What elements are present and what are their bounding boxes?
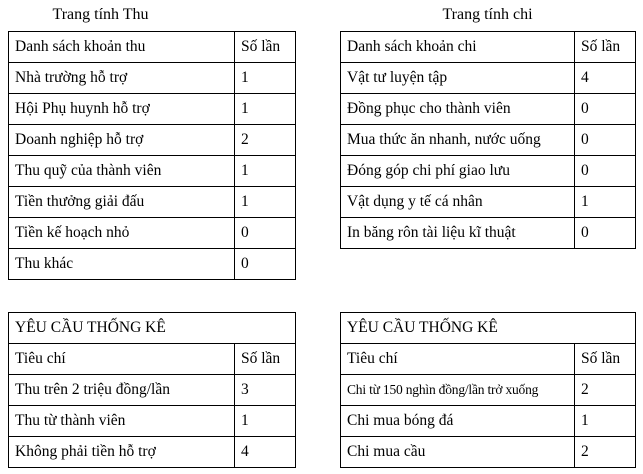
table-row: [9, 125, 296, 156]
table-cell[interactable]: 1: [235, 63, 296, 94]
table-cell[interactable]: Không phải tiền hỗ trợ: [9, 437, 235, 468]
table-cell[interactable]: Thu quỹ của thành viên: [9, 156, 235, 187]
column-header[interactable]: Danh sách khoản thu: [9, 32, 235, 63]
column-header[interactable]: Số lần: [575, 32, 636, 63]
table-cell[interactable]: 0: [235, 218, 296, 249]
table-row: [9, 375, 296, 406]
table-cell[interactable]: Chi mua bóng đá: [341, 406, 575, 437]
table-row: [341, 187, 636, 218]
column-header[interactable]: Danh sách khoản chi: [341, 32, 575, 63]
income-stats-table: [8, 312, 296, 468]
table-cell[interactable]: Mua thức ăn nhanh, nước uống: [341, 125, 575, 156]
income-sheet-title: Trang tính Thu: [52, 6, 149, 23]
table-row: [341, 218, 636, 249]
table-row: [9, 437, 296, 468]
table-row: [9, 218, 296, 249]
table-cell[interactable]: 0: [575, 125, 636, 156]
table-header-row: [341, 344, 636, 375]
table-cell[interactable]: Đồng phục cho thành viên: [341, 94, 575, 125]
table-cell[interactable]: Thu trên 2 triệu đồng/lần: [9, 375, 235, 406]
table-cell[interactable]: 1: [575, 406, 636, 437]
table-cell[interactable]: 4: [575, 63, 636, 94]
table-cell[interactable]: Tiền kế hoạch nhỏ: [9, 218, 235, 249]
table-row: [341, 94, 636, 125]
table-cell[interactable]: In băng rôn tài liệu kĩ thuật: [341, 218, 575, 249]
table-cell[interactable]: 4: [235, 437, 296, 468]
table-header-row: [9, 32, 296, 63]
column-header[interactable]: Tiêu chí: [341, 344, 575, 375]
table-cell[interactable]: Vật tư luyện tập: [341, 63, 575, 94]
table-row: [341, 125, 636, 156]
expense-sheet-title: Trang tính chi: [442, 6, 533, 23]
table-cell[interactable]: 2: [235, 125, 296, 156]
expense-stats-table: [340, 312, 636, 468]
table-row: [9, 156, 296, 187]
column-header[interactable]: Số lần: [235, 344, 296, 375]
table-cell[interactable]: 0: [235, 249, 296, 280]
expense-table: [340, 31, 636, 249]
table-cell[interactable]: Nhà trường hỗ trợ: [9, 63, 235, 94]
table-row: [341, 437, 636, 468]
table-header-row: [341, 32, 636, 63]
stats-title[interactable]: YÊU CẦU THỐNG KÊ: [341, 313, 636, 344]
table-cell[interactable]: 1: [235, 187, 296, 218]
table-cell[interactable]: 1: [235, 94, 296, 125]
table-cell[interactable]: 1: [575, 187, 636, 218]
table-cell[interactable]: Đóng góp chi phí giao lưu: [341, 156, 575, 187]
table-cell[interactable]: 1: [235, 156, 296, 187]
table-row: [341, 375, 636, 406]
table-cell[interactable]: Hội Phụ huynh hỗ trợ: [9, 94, 235, 125]
table-cell[interactable]: Thu từ thành viên: [9, 406, 235, 437]
column-header[interactable]: Số lần: [235, 32, 296, 63]
table-cell[interactable]: Chi từ 150 nghìn đồng/lần trở xuống: [341, 375, 575, 406]
table-cell[interactable]: Vật dụng y tế cá nhân: [341, 187, 575, 218]
table-row: [9, 63, 296, 94]
table-row: [9, 94, 296, 125]
table-row: [9, 187, 296, 218]
table-cell[interactable]: 2: [575, 375, 636, 406]
table-row: [9, 249, 296, 280]
column-header[interactable]: Tiêu chí: [9, 344, 235, 375]
stats-title-row: [341, 313, 636, 344]
table-row: [341, 156, 636, 187]
table-cell[interactable]: Thu khác: [9, 249, 235, 280]
table-cell[interactable]: Doanh nghiệp hỗ trợ: [9, 125, 235, 156]
table-row: [341, 406, 636, 437]
stats-title[interactable]: YÊU CẦU THỐNG KÊ: [9, 313, 296, 344]
table-row: [9, 406, 296, 437]
column-header[interactable]: Số lần: [575, 344, 636, 375]
table-cell[interactable]: 2: [575, 437, 636, 468]
table-cell[interactable]: 0: [575, 156, 636, 187]
table-cell[interactable]: 0: [575, 94, 636, 125]
table-cell[interactable]: 1: [235, 406, 296, 437]
table-cell[interactable]: Chi mua cầu: [341, 437, 575, 468]
table-cell[interactable]: 3: [235, 375, 296, 406]
table-cell[interactable]: 0: [575, 218, 636, 249]
income-table: [8, 31, 296, 280]
table-cell[interactable]: Tiền thưởng giải đấu: [9, 187, 235, 218]
stats-title-row: [9, 313, 296, 344]
table-row: [341, 63, 636, 94]
table-header-row: [9, 344, 296, 375]
